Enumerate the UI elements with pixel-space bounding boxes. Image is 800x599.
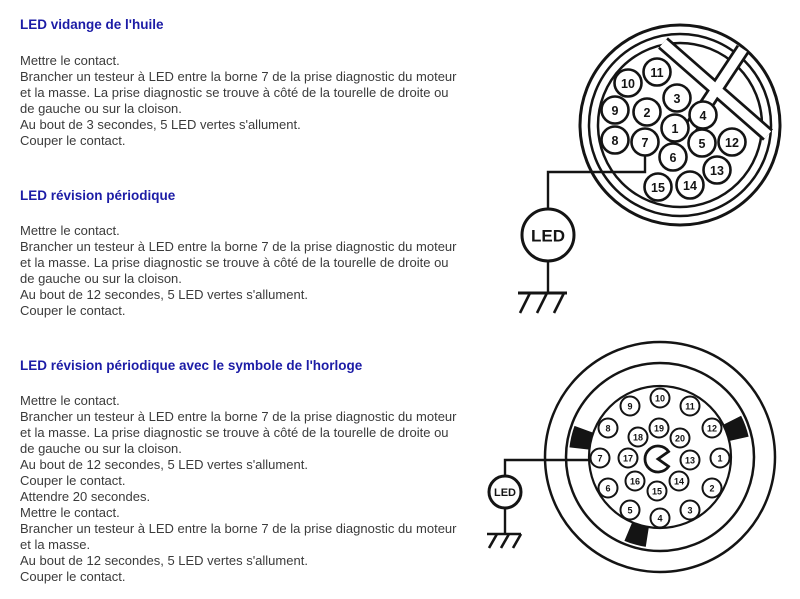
body-line: Couper le contact. xyxy=(20,569,126,584)
pin-19 xyxy=(650,419,669,438)
ground-icon xyxy=(487,534,521,548)
body-line: et la masse. xyxy=(20,537,91,552)
pin-7 xyxy=(632,129,659,156)
pin-14 xyxy=(677,172,704,199)
key-mark-right xyxy=(732,420,739,439)
svg-text:14: 14 xyxy=(683,179,697,193)
pin-10 xyxy=(651,389,670,408)
svg-text:5: 5 xyxy=(627,505,633,516)
body-line: Au bout de 12 secondes, 5 LED vertes s'allument. xyxy=(20,457,308,472)
svg-text:19: 19 xyxy=(653,423,665,434)
svg-text:3: 3 xyxy=(673,92,681,106)
led-symbol xyxy=(489,476,521,508)
body-line: Mettre le contact. xyxy=(20,223,120,238)
body-line: et la masse. La prise diagnostic se trouve à côté de la tourelle de droite ou xyxy=(20,255,449,270)
svg-text:8: 8 xyxy=(605,423,611,434)
section-3-heading: LED révision périodique avec le symbole de l'horloge xyxy=(20,358,363,373)
svg-text:16: 16 xyxy=(629,476,641,487)
pin-8 xyxy=(599,419,618,438)
svg-text:10: 10 xyxy=(654,393,666,404)
pin-4 xyxy=(690,102,717,129)
body-line: de gauche ou sur la cloison. xyxy=(20,271,182,286)
pin-17 xyxy=(619,449,638,468)
body-line: de gauche ou sur la cloison. xyxy=(20,441,182,456)
pin-6 xyxy=(599,479,618,498)
svg-text:18: 18 xyxy=(632,432,644,443)
svg-text:10: 10 xyxy=(621,77,635,91)
led-label: LED xyxy=(531,226,565,246)
svg-text:5: 5 xyxy=(698,137,706,151)
svg-text:13: 13 xyxy=(710,164,724,178)
svg-text:12: 12 xyxy=(725,136,739,150)
body-line: Mettre le contact. xyxy=(20,505,120,520)
pin-4 xyxy=(651,509,670,528)
svg-text:11: 11 xyxy=(685,401,695,412)
svg-text:1: 1 xyxy=(671,122,679,136)
center-keyway-icon xyxy=(645,446,669,472)
pin-2 xyxy=(703,479,722,498)
svg-text:3: 3 xyxy=(687,505,693,516)
svg-text:2: 2 xyxy=(643,106,651,120)
body-line: de gauche ou sur la cloison. xyxy=(20,101,182,116)
pin-2 xyxy=(634,99,661,126)
led-label: LED xyxy=(494,487,516,499)
body-line: Brancher un testeur à LED entre la borne 7 de la prise diagnostic du moteur xyxy=(20,409,457,424)
svg-text:6: 6 xyxy=(669,151,677,165)
pin-15 xyxy=(648,482,667,501)
body-line: Attendre 20 secondes. xyxy=(20,489,151,504)
pin-3 xyxy=(664,85,691,112)
led-symbol xyxy=(522,209,574,261)
svg-text:8: 8 xyxy=(611,134,619,148)
svg-text:7: 7 xyxy=(597,453,603,464)
pin-7 xyxy=(591,449,610,468)
pin-9 xyxy=(602,97,629,124)
svg-text:15: 15 xyxy=(651,486,663,497)
body-line: Au bout de 12 secondes, 5 LED vertes s'allument. xyxy=(20,287,308,302)
pin-11 xyxy=(681,397,700,416)
body-line: Brancher un testeur à LED entre la borne 7 de la prise diagnostic du moteur xyxy=(20,69,457,84)
pin-14 xyxy=(670,472,689,491)
key-mark-bottom xyxy=(628,532,647,537)
body-line: Au bout de 3 secondes, 5 LED vertes s'allument. xyxy=(20,117,301,132)
svg-text:12: 12 xyxy=(706,423,718,434)
pin-1 xyxy=(662,115,689,142)
section-2-heading: LED révision périodique xyxy=(20,188,176,203)
pin-20 xyxy=(671,429,690,448)
pin-16 xyxy=(626,472,645,491)
pin-12 xyxy=(703,419,722,438)
svg-text:4: 4 xyxy=(657,513,663,524)
svg-text:11: 11 xyxy=(650,66,664,80)
pin-10 xyxy=(615,70,642,97)
section-3-body xyxy=(20,393,456,585)
pin-18 xyxy=(629,428,648,447)
pin-9 xyxy=(621,397,640,416)
body-line: Couper le contact. xyxy=(20,133,126,148)
pin-6 xyxy=(660,144,687,171)
svg-text:4: 4 xyxy=(699,109,707,123)
body-line: Mettre le contact. xyxy=(20,393,120,408)
pin-8 xyxy=(602,127,629,154)
pin-13 xyxy=(681,451,700,470)
svg-text:1: 1 xyxy=(717,453,723,464)
section-1-body xyxy=(20,53,456,149)
svg-text:7: 7 xyxy=(641,136,649,150)
svg-text:9: 9 xyxy=(611,104,619,118)
pin-5 xyxy=(621,501,640,520)
svg-text:2: 2 xyxy=(709,483,715,494)
test-wire xyxy=(505,460,591,476)
section-2-body xyxy=(20,223,456,319)
connector-diagram-15pin xyxy=(490,10,800,320)
body-line: Brancher un testeur à LED entre la borne 7 de la prise diagnostic du moteur xyxy=(20,521,457,536)
svg-text:20: 20 xyxy=(674,433,686,444)
svg-text:17: 17 xyxy=(622,453,634,464)
body-line: Au bout de 12 secondes, 5 LED vertes s'allument. xyxy=(20,553,308,568)
section-1-heading: LED vidange de l'huile xyxy=(20,17,164,32)
pin-15 xyxy=(645,174,672,201)
pin-5 xyxy=(689,130,716,157)
pin-12 xyxy=(719,129,746,156)
pin-13 xyxy=(704,157,731,184)
svg-text:13: 13 xyxy=(684,455,696,466)
body-line: Brancher un testeur à LED entre la borne 7 de la prise diagnostic du moteur xyxy=(20,239,457,254)
pin-1 xyxy=(711,449,730,468)
body-line: et la masse. La prise diagnostic se trouve à côté de la tourelle de droite ou xyxy=(20,425,449,440)
svg-text:15: 15 xyxy=(651,181,665,195)
body-line: Couper le contact. xyxy=(20,303,126,318)
pin-3 xyxy=(681,501,700,520)
svg-text:6: 6 xyxy=(605,483,611,494)
svg-text:14: 14 xyxy=(673,476,685,487)
body-line: Mettre le contact. xyxy=(20,53,120,68)
connector-diagram-20pin xyxy=(470,330,800,599)
key-mark-left xyxy=(579,429,584,448)
svg-text:9: 9 xyxy=(627,401,633,412)
body-line: et la masse. La prise diagnostic se trouve à côté de la tourelle de droite ou xyxy=(20,85,449,100)
pin-11 xyxy=(644,59,671,86)
ground-icon xyxy=(518,293,567,313)
body-line: Couper le contact. xyxy=(20,473,126,488)
